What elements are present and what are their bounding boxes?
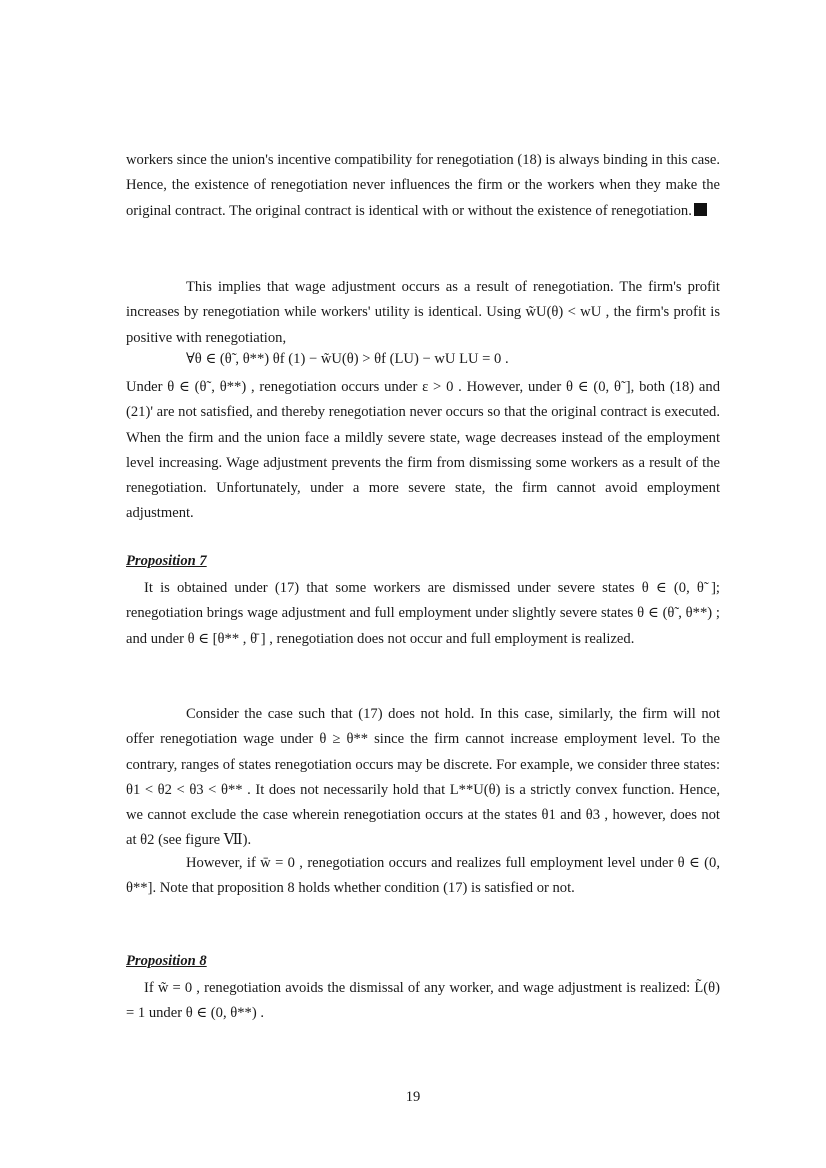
formula-profit: ∀θ ∈ (θ̃ , θ**) θf (1) − w̃U(θ) > θf (LU) − wU LU = 0 . (186, 351, 509, 367)
paragraph-1 (126, 148, 720, 224)
paragraph-2: This implies that wage adjustment occurs as a result of renegotiation. The firm's profit increases by renegotiation while workers' utility is identical. Using w̃U(θ) < wU , the firm's profit is positive with renegotiation, (126, 279, 720, 346)
paragraph-3: Under θ ∈ (θ̃ , θ**) , renegotiation occurs under ε > 0 . However, under θ ∈ (0, θ̃ ], both (18) and (21)' are not satisfied, and thereby renegotiation never occurs so that the original contract is executed. When the firm and the union face a mildly severe state, wage decreases instead of the employment level increasing. Wage adjustment prevents the firm from dismissing some workers as a result of the renegotiation. Unfortunately, under a more severe state, the firm cannot avoid employment adjustment. (126, 379, 720, 522)
proposition-8-heading: Proposition 8 (126, 953, 207, 969)
proposition-8-text: If w̃ = 0 , renegotiation avoids the dismissal of any worker, and wage adjustment is realized: L̃(θ) = 1 under θ ∈ (0, θ**) . (126, 980, 720, 1022)
paragraph-1-text: workers since the union's incentive compatibility for renegotiation (18) is always binding in this case. Hence, the existence of renegotiation never influences the firm or the workers when they make the original contract. The original contract is identical with or without the existence of renegotiation. (126, 152, 720, 219)
page-number: 19 (405, 1089, 421, 1105)
proposition-7-heading: Proposition 7 (126, 553, 207, 569)
qed-square-icon (694, 203, 707, 216)
paragraph-5: However, if w̄ = 0 , renegotiation occurs and realizes full employment level under θ ∈ (0, θ**]. Note that proposition 8 holds whether condition (17) is satisfied or not. (126, 855, 720, 897)
proposition-7-text: It is obtained under (17) that some workers are dismissed under severe states θ ∈ (0, θ̃ ]; renegotiation brings wage adjustment and full employment under slightly severe states θ ∈ (θ̃ , θ**) ; and under θ ∈ [θ** , θ̄ ] , renegotiation does not occur and full employment is realized. (126, 580, 720, 647)
paragraph-4: Consider the case such that (17) does not hold. In this case, similarly, the firm will not offer renegotiation wage under θ ≥ θ** since the firm cannot increase employment level. To the contrary, ranges of states renegotiation occurs may be discrete. For example, we consider three states: θ1 < θ2 < θ3 < θ** . It does not necessarily hold that L**U(θ) is a strictly convex function. Hence, we cannot exclude the case wherein renegotiation occurs at the states θ1 and θ3 , however, does not at θ2 (see figure Ⅶ). (126, 706, 720, 849)
